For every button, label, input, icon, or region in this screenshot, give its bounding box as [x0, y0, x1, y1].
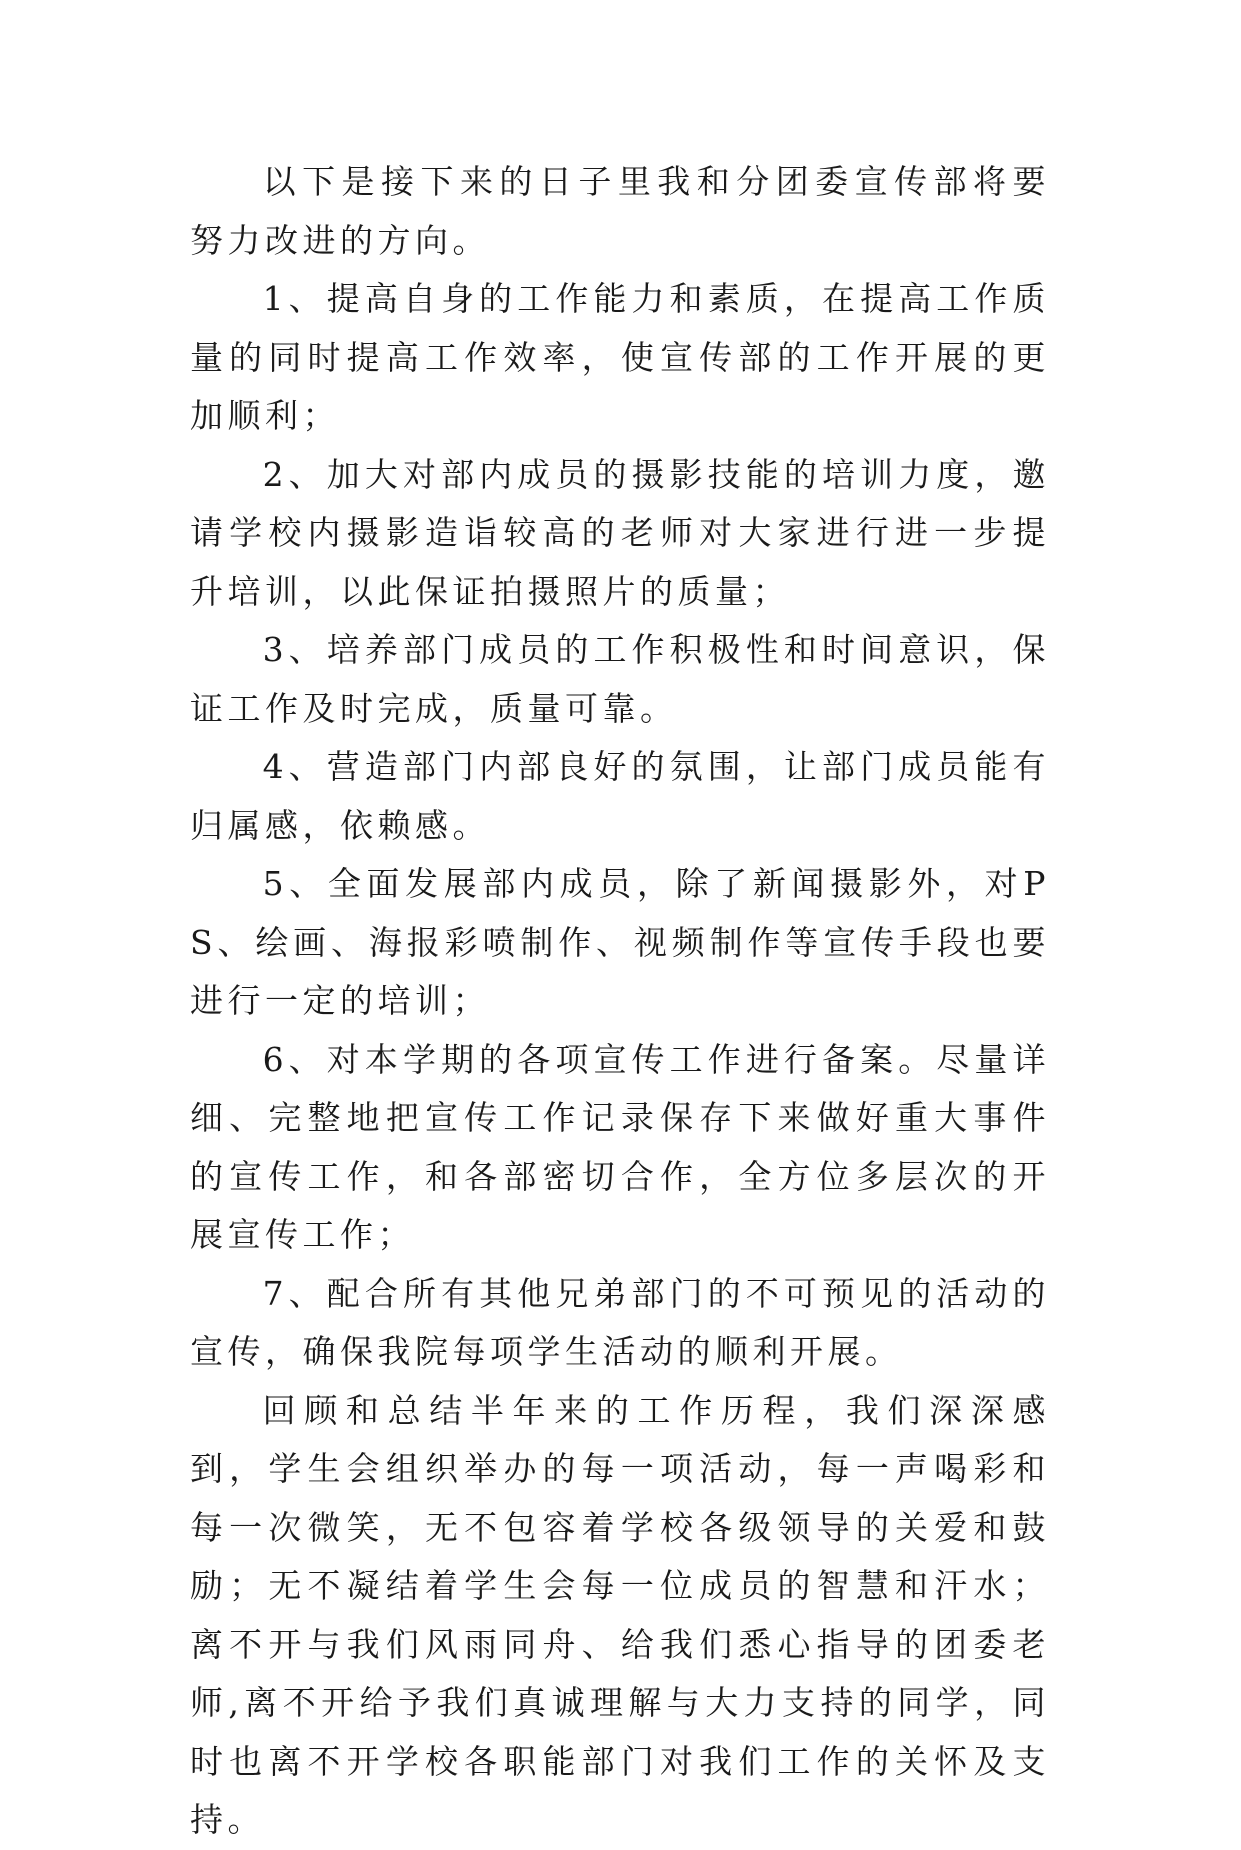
paragraph-item-5: 5、全面发展部内成员，除了新闻摄影外，对PS、绘画、海报彩喷制作、视频制作等宣传手段也要进行一定的培训； [190, 864, 1050, 1020]
paragraph-intro: 以下是接下来的日子里我和分团委宣传部将要努力改进的方向。 [190, 162, 1050, 260]
paragraph-item-4: 4、营造部门内部良好的氛围，让部门成员能有归属感，依赖感。 [190, 747, 1050, 845]
paragraph-item-6: 6、对本学期的各项宣传工作进行备案。尽量详细、完整地把宣传工作记录保存下来做好重大事件的宣传工作，和各部密切合作，全方位多层次的开展宣传工作； [190, 1039, 1050, 1254]
paragraph-conclusion: 回顾和总结半年来的工作历程，我们深深感到，学生会组织举办的每一项活动，每一声喝彩和每一次微笑，无不包容着学校各级领导的关爱和鼓励；无不凝结着学生会每一位成员的智慧和汗水；离不开与我们风雨同舟、给我们悉心指导的团委老师,离不开给予我们真诚理解与大力支持的同学，同时也离不开学校各职能部门对我们工作的关怀及支持。 [190, 1390, 1050, 1839]
paragraph-item-2: 2、加大对部内成员的摄影技能的培训力度，邀请学校内摄影造诣较高的老师对大家进行进一步提升培训，以此保证拍摄照片的质量； [190, 454, 1050, 611]
paragraph-item-7: 7、配合所有其他兄弟部门的不可预见的活动的宣传，确保我院每项学生活动的顺利开展。 [190, 1273, 1050, 1371]
document-body [190, 153, 1050, 1850]
paragraph-item-1: 1、提高自身的工作能力和素质，在提高工作质量的同时提高工作效率，使宣传部的工作开展的更加顺利； [190, 279, 1050, 435]
paragraph-item-3: 3、培养部门成员的工作积极性和时间意识，保证工作及时完成，质量可靠。 [190, 630, 1050, 728]
